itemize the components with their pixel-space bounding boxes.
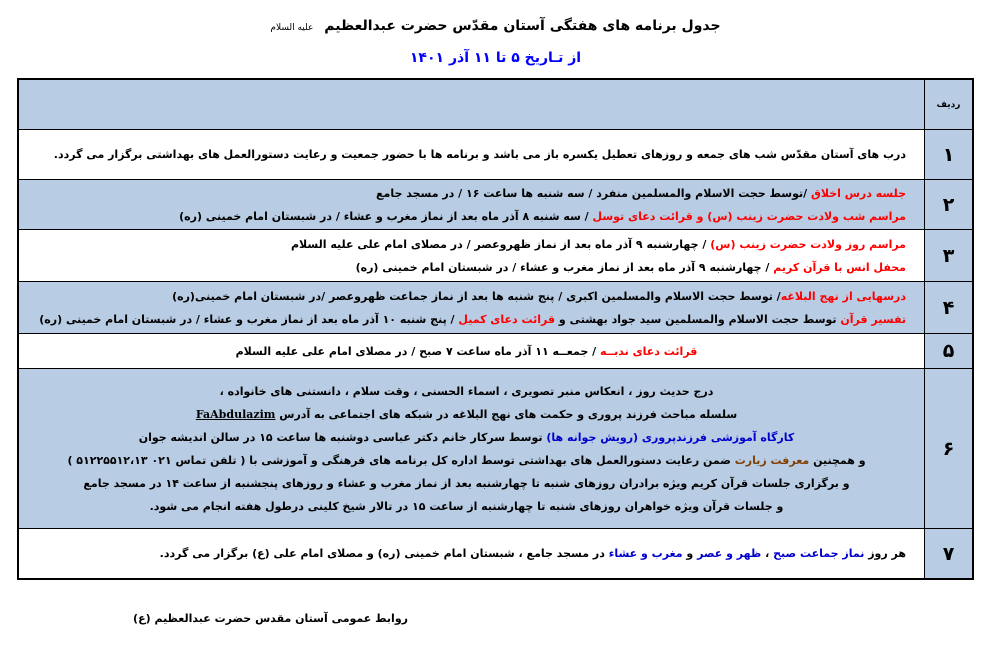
prayer-name: نماز جماعت صبح [773,547,865,560]
program-details: توسط حجت الاسلام والمسلمین سید جواد بهشتی و [555,312,841,326]
row-number: ۴ [924,282,972,333]
program-details: / پنج شنبه ۱۰ آذر ماه بعد از نماز مغرب و عشاء / در شبستان امام خمینی (ره) [39,312,459,326]
program-title: مراسم روز ولادت حضرت زینب (س) [710,237,906,251]
program-title: جلسه درس اخلاق [811,186,906,200]
footer-signature: روابط عمومی آستان مقدس حضرت عبدالعظیم (ع) [133,612,408,625]
row-line [27,256,906,279]
program-title: معرفت زیارت [734,453,810,467]
row-line: و برگزاری جلسات قرآن کریم ویژه برادران روزهای شنبه تا چهارشنبه بعد از نماز مغرب و عشاء و روزهای پنجشنبه از ساعت ۱۴ در مسجد جامع [83,476,850,490]
program-details: توسط سرکار خانم دکتر عباسی دوشنبه ها ساعت ۱۵ در سالن اندیشه جوان [138,430,547,444]
program-details: ضمن رعایت دستورالعمل های بهداشتی توسط اداره کل برنامه های فرهنگی و آموزشی با ( تلفن تماس ۰۲۱ ۵۱۲۲۵۵۱۲،۱۳ ) [67,453,735,467]
title-text: جدول برنامه های هفتگی آستان مقدّس حضرت عبدالعظیم [324,18,721,34]
prayer-name: مغرب و عشاء [608,547,683,560]
program-details: و [682,547,698,560]
column-header-row-number: ردیف [924,80,972,129]
row-line [27,340,906,363]
row-line [27,143,906,166]
program-title: محفل انس با قرآن کریم [773,260,906,274]
row-line [27,182,906,205]
program-details: / جمعــه ۱۱ آذر ماه ساعت ۷ صبح / در مصلای امام علی علیه السلام [235,344,600,358]
row-number: ۷ [924,529,972,578]
row-line [27,285,906,308]
program-details: ، [761,547,774,560]
page-title [0,18,991,34]
row-content [19,369,924,528]
row-number: ۵ [924,334,972,368]
row-line [27,233,906,256]
program-title: قرائت دعای کمیل [458,312,556,326]
schedule-table [17,78,974,580]
social-handle-link[interactable]: FaAbdulazim [195,407,276,421]
program-details: / چهارشنبه ۹ آذر ماه بعد از نماز مغرب و عشاء / در شبستان امام خمینی (ره) [355,260,774,274]
program-details: / توسط حجت الاسلام والمسلمین اکبری / پنج شنبه ها بعد از نماز جماعت ظهروعصر /در شبستان امام خمینی(ره) [172,289,781,303]
table-row [19,282,972,334]
row-number: ۳ [924,230,972,281]
row-content [19,334,924,368]
row-content [19,529,924,578]
table-row [19,230,972,282]
program-title: کارگاه آموزشی فرزندپروری (رویش جوانه ها) [546,430,795,444]
program-details: سلسله مباحث فرزند پروری و حکمت های نهج البلاغه در شبکه های اجتماعی به آدرس [279,407,738,421]
program-details: هر روز [864,547,906,560]
table-row [19,369,972,529]
program-details: /توسط حجت الاسلام والمسلمین منفرد / سه شنبه ها ساعت ۱۶ / در مسجد جامع [376,186,812,200]
program-title: قرائت دعای ندبــه [599,344,698,358]
row-text: درب های آستان مقدّس شب های جمعه و روزهای تعطیل یکسره باز می باشد و برنامه ها با حضور جمعیت و رعایت دستورالعمل های بهداشتی برگزار می گردد. [53,148,906,161]
date-range-heading: از تـاریخ ۵ تا ۱۱ آذر ۱۴۰۱ [409,50,582,66]
prayer-name: ظهر و عصر [697,547,762,560]
row-content [19,282,924,333]
table-header-row [19,80,972,130]
table-header-cell [19,80,924,129]
table-row [19,130,972,180]
program-title: درسهایی از نهج البلاغه [780,289,906,303]
program-details: در مسجد جامع ، شبستان امام خمینی (ره) و مصلای امام علی (ع) برگزار می گردد. [159,547,609,560]
program-details: / چهارشنبه ۹ آذر ماه بعد از نماز ظهروعصر / در مصلای امام علی علیه السلام [291,237,711,251]
row-number: ۲ [924,180,972,229]
table-row [19,180,972,230]
table-row [19,529,972,578]
program-details: / سه شنبه ۸ آذر ماه بعد از نماز مغرب و عشاء / در شبستان امام خمینی (ره) [179,209,593,223]
row-number: ۶ [924,369,972,528]
row-line [27,308,906,331]
row-line [27,426,906,449]
row-line [27,205,906,228]
program-title: مراسم شب ولادت حضرت زینب (س) و قرائت دعای توسل [592,209,906,223]
row-number: ۱ [924,130,972,179]
program-title: تفسیر قرآن [840,312,906,326]
row-content [19,130,924,179]
row-line: و جلسات قرآن ویژه خواهران روزهای شنبه تا چهارشنبه از ساعت ۱۵ در تالار شیخ کلینی درطول هفته انجام می شود. [149,499,784,513]
row-line [27,542,906,565]
title-honorific: علیه السلام [270,23,314,33]
row-line [27,403,906,426]
program-details: و همچنین [809,453,866,467]
row-line: درج حدیث روز ، انعکاس منبر تصویری ، اسماء الحسنی ، وقت سلام ، دانستنی های خانواده ، [219,384,714,398]
table-row [19,334,972,369]
row-content [19,180,924,229]
row-content [19,230,924,281]
row-line [27,449,906,472]
